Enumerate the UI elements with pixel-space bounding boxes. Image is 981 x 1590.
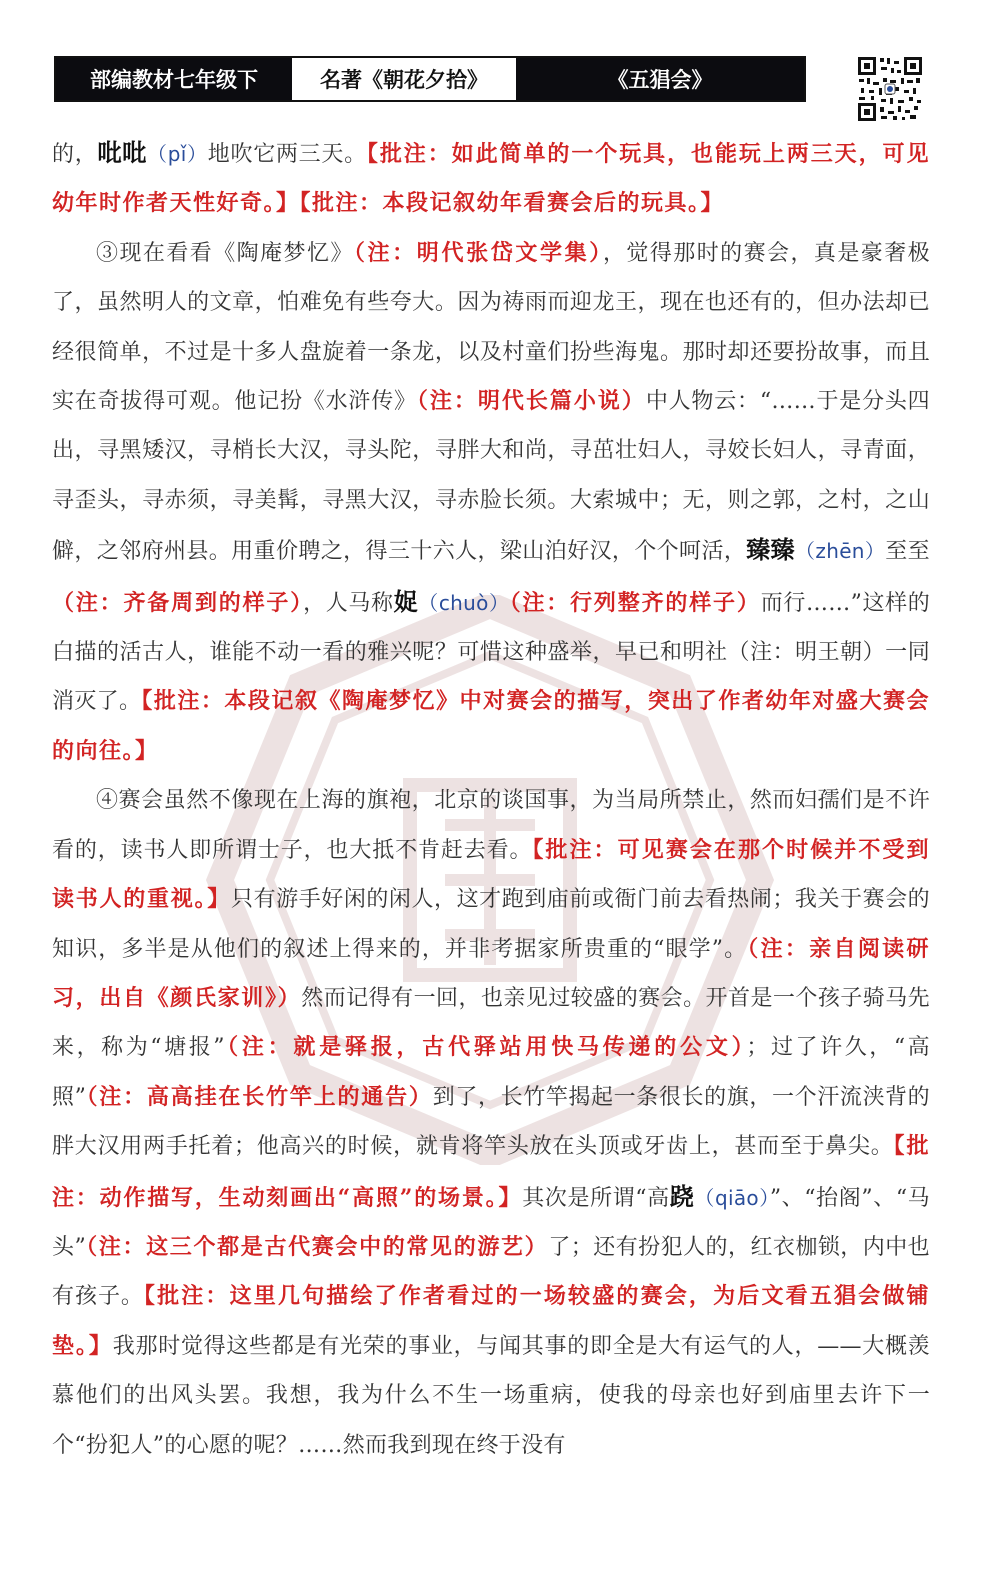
text-segment: 只有游手好闲的闲人，这才跑到庙前或衙门前去看热闹；我关于赛会的知识，多半是从他们的叙述上得来的，并非考据家所贵重的“眼学”。 — [52, 887, 930, 962]
text-segment: ，觉得那时的赛会，真是豪奢极了，虽然明人的文章，怕难免有些夸大。因为祷雨而迎龙王，现在也还有的，但办法却已经很简单，不过是十多人盘旋着一条龙，以及村童们扮些海鬼。那时却还要扮故事，而且实在奇拔得可观。他记扮《水浒传》 — [52, 240, 930, 415]
text-segment: 了；还有扮犯人的，红衣枷锁，内中也有孩子。 — [52, 1234, 930, 1310]
gloss-note: （注：高高挂在长竹竿上的通告） — [86, 1083, 433, 1110]
header-bar — [54, 56, 806, 102]
rare-character: 跷 — [669, 1181, 695, 1211]
text-segment: 至至 — [885, 539, 930, 565]
pinyin-annotation: （qiāo） — [694, 1185, 770, 1210]
gloss-note: （注：亲自阅读研习，出自《颜氏家训》） — [52, 935, 930, 1011]
text-segment: ③现在看看《陶庵梦忆》 — [96, 240, 354, 266]
text-segment: ，人马称 — [303, 590, 394, 616]
gloss-note: （注：明代张岱文学集） — [353, 239, 603, 266]
pinyin-annotation: （zhēn） — [795, 539, 886, 564]
text-segment: 的， — [52, 142, 98, 167]
commentary-note: 【批注：本段记叙《陶庵梦忆》中对赛会的描写，突出了作者幼年对盛大赛会的向往。】 — [52, 688, 930, 764]
text-segment: 我那时觉得这些都是有光荣的事业，与闻其事的即全是大有运气的人，——大概羡慕他们的出风头罢。我想，我为什么不生一场重病，使我的母亲也好到庙里去许下一个“扮犯人”的心愿的呢？……然而我到现在终于没有 — [52, 1333, 930, 1458]
text-segment: ④赛会虽然不像现在上海的旗袍，北京的谈国事，为当局所禁止，然而妇孺们是不许看的，读书人即所谓士子，也大抵不肯赶去看。 — [52, 788, 930, 863]
header-book-title: 名著《朝花夕拾》 — [292, 58, 516, 100]
document-body — [52, 128, 930, 1470]
text-segment: ”、“抬阁”、“马头” — [52, 1185, 930, 1260]
paragraph-toy — [52, 128, 930, 229]
text-segment: 地吹它两三天。 — [207, 142, 367, 167]
commentary-note: 【批注：动作描写，生动刻画出“高照”的场景。】 — [52, 1133, 930, 1211]
gloss-note: （注：这三个都是古代赛会中的常见的游艺） — [86, 1233, 549, 1260]
commentary-note: 【批注：这里几句描绘了作者看过的一场较盛的赛会，为后文看五猖会做铺垫。】 — [52, 1283, 930, 1359]
header-chapter-title: 《五猖会》 — [516, 58, 804, 100]
paragraph-taoan-mengyi — [52, 229, 930, 776]
text-segment: ；过了许久，“高照” — [52, 1035, 930, 1110]
commentary-note: 【批注：可见赛会在那个时候并不受到读书人的重视。】 — [52, 836, 930, 913]
rare-character: 吡吡 — [97, 138, 147, 167]
pinyin-annotation: （chuò） — [418, 590, 510, 615]
qr-code-icon — [857, 56, 923, 122]
text-segment: 而行……”这样的白描的活古人，谁能不动一看的雅兴呢？可惜这种盛举，早已和明社（注：明王朝）一同消灭了。 — [52, 590, 930, 715]
gloss-note: （注：齐备周到的样子） — [52, 589, 304, 616]
rare-character: 娖 — [393, 586, 419, 616]
pinyin-annotation: （pǐ） — [146, 142, 208, 166]
gloss-note: （注：行列整齐的样子） — [509, 589, 761, 616]
text-segment: 中人物云：“……于是分头四出，寻黑矮汉，寻梢长大汉，寻头陀，寻胖大和尚，寻茁壮妇人，寻姣长妇人，寻青面，寻歪头，寻赤须，寻美髯，寻黑大汉，寻赤脸长须。大索城中；无，则之郭，之村，之山僻，之邻府州县。用重价聘之，得三十六人，梁山泊好汉，个个呵活， — [52, 389, 930, 565]
paragraph-festival-parade — [52, 776, 930, 1470]
rare-character: 臻臻 — [746, 535, 796, 565]
text-segment: 到了，长竹竿揭起一条很长的旗，一个汗流浃背的胖大汉用两手托着；他高兴的时候，就肯将竿头放在头顶或牙齿上，甚而至于鼻尖。 — [52, 1084, 930, 1160]
gloss-note: （注：明代长篇小说） — [416, 388, 646, 415]
gloss-note: （注：就是驿报，古代驿站用快马传递的公文） — [224, 1034, 747, 1061]
text-segment: 然而记得有一回，也亲见过较盛的赛会。开首是一个孩子骑马先来，称为“塘报” — [52, 985, 930, 1061]
header-grade-label: 部编教材七年级下 — [56, 58, 292, 100]
text-segment: 其次是所谓“高 — [522, 1185, 670, 1211]
commentary-note: 【批注：如此简单的一个玩具，也能玩上两三天，可见幼年时作者天性好奇。】【批注：本段记叙幼年看赛会后的玩具。】 — [52, 141, 930, 217]
